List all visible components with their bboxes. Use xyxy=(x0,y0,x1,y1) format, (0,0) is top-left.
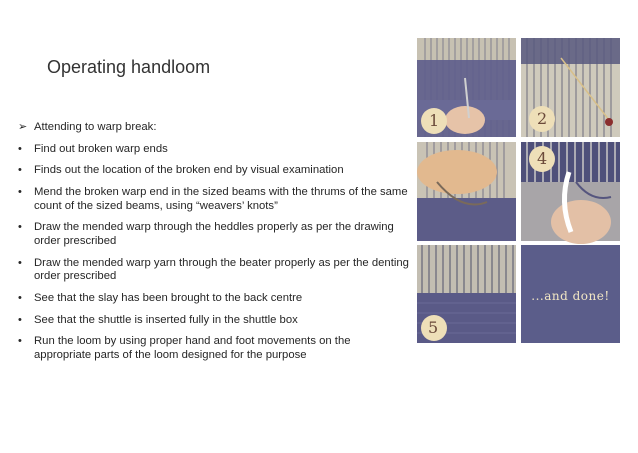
step-number-1: 1 xyxy=(429,111,440,130)
bullet-text: See that the shuttle is inserted fully in the shuttle box xyxy=(34,313,298,326)
weaving-photo-3 xyxy=(417,142,516,241)
photo-step-4 xyxy=(521,142,620,241)
bullet-text: Run the loom by using proper hand and foot movements on the appropriate parts of the loom designed for the purpose xyxy=(34,335,351,361)
bullet-dot-icon: • xyxy=(18,142,22,155)
done-tile xyxy=(521,245,620,343)
list-item xyxy=(18,314,410,328)
photo-step-2 xyxy=(521,38,620,137)
bullet-dot-icon: • xyxy=(18,164,22,177)
arrow-bullet-icon: ➢ xyxy=(18,121,28,133)
list-item xyxy=(18,221,410,248)
list-item xyxy=(18,186,410,213)
list-item xyxy=(18,143,410,157)
bullet-text: Find out broken warp ends xyxy=(34,142,168,155)
loom-photo-collage xyxy=(417,38,620,343)
photo-step-1 xyxy=(417,38,516,137)
bullet-dot-icon: • xyxy=(18,186,22,199)
done-caption: ...and done! xyxy=(531,289,610,303)
bullet-text: Draw the mended warp through the heddles properly as per the drawing order prescribed xyxy=(34,221,394,247)
list-item xyxy=(18,257,410,284)
bullet-dot-icon: • xyxy=(18,313,22,326)
step-number-2: 2 xyxy=(537,109,548,128)
bullet-text: Finds out the location of the broken end by visual examination xyxy=(34,164,344,177)
slide-title: Operating handloom xyxy=(47,57,211,77)
photo-step-3 xyxy=(417,142,516,241)
bullet-dot-icon: • xyxy=(18,256,22,269)
bullet-text: See that the slay has been brought to the back centre xyxy=(34,291,303,304)
step-number-4: 4 xyxy=(537,149,548,168)
bullet-dot-icon: • xyxy=(18,335,22,348)
list-item xyxy=(18,335,410,362)
bullet-list xyxy=(18,121,410,371)
bullet-text: Attending to warp break: xyxy=(34,121,157,133)
step-number-5: 5 xyxy=(428,318,439,337)
list-item xyxy=(18,292,410,306)
bullet-text: Draw the mended warp yarn through the beater properly as per the denting order prescribed xyxy=(34,256,409,283)
bullet-dot-icon: • xyxy=(18,291,22,304)
list-item xyxy=(18,164,410,178)
bullet-heading xyxy=(18,121,410,135)
bullet-dot-icon: • xyxy=(18,221,22,234)
bullet-text: Mend the broken warp end in the sized beams with the thrums of the same count of the sized beams, using “weavers’ knots” xyxy=(34,186,408,212)
photo-step-5 xyxy=(417,245,516,343)
